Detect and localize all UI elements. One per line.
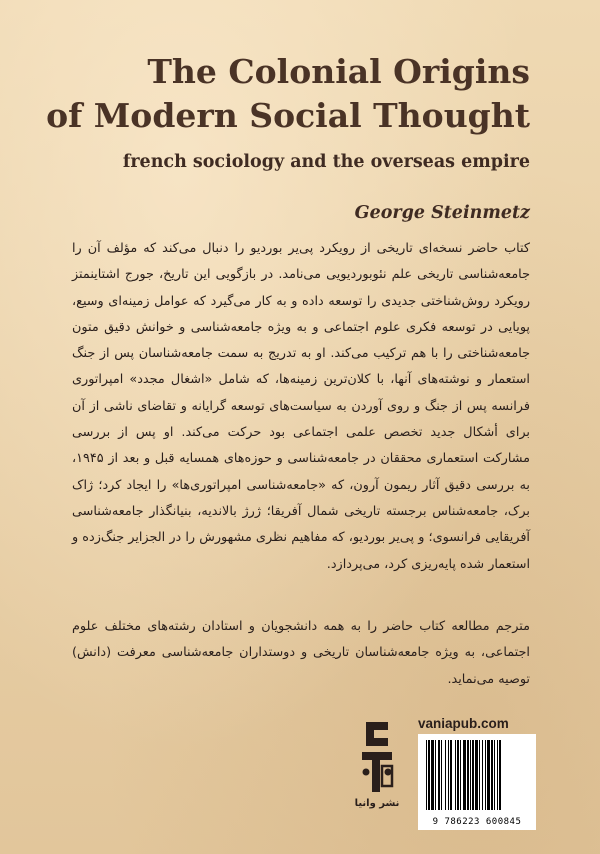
publisher-logo bbox=[352, 716, 402, 816]
barcode-icon bbox=[424, 740, 530, 812]
publisher-website: vaniapub.com bbox=[418, 716, 509, 731]
author-name: George Steinmetz bbox=[354, 203, 530, 223]
isbn-barcode bbox=[418, 734, 536, 830]
blurb-paragraph-1: کتاب حاضر نسخه‌ای تاریخی از رویکرد پی‌یر بوردیو را دنبال می‌کند که مؤلف آن را جامعه‌شناسی تاریخی علم نئوبوردیویی می‌نامد. در بازگویی این تاریخ، جورج اشتاینمتز رویکرد روش‌شناختی جدیدی را توسعه داده و به کار می‌گیرد که عوامل زمینه‌ای وسیع، پویایی در توسعه فکری علوم اجتماعی و به ویژه جامعه‌شناسی و خوانش دقیق متون جامعه‌شناختی را با هم ترکیب می‌کند. او به تدریج به سمت جامعه‌شناسان پس از جنگ استعمار و نوشته‌های آنها، با کلان‌ترین زمینه‌ها، که شامل «اشغال مجدد» امپراتوری فرانسه پس از جنگ و روی آوردن به سیاست‌های توسعه گرایانه و تقاضای ناشی از آن برای أشکال جدید تخصص علمی اجتماعی بود حرکت می‌کند. او پس از بررسی مشارکت استعماری محققان در جامعه‌شناسی و حوزه‌های همسایه قبل و بعد از ۱۹۴۵، به بررسی دقیق آثار ریمون آرون، که «جامعه‌شناسی امپراتوری‌ها» را ایجاد کرد؛ ژاک برک، جامعه‌شناس برجسته تاریخی شمال آفریقا؛ ژرژ بالاندیه، بنیانگذار جامعه‌شناسی آفریقایی فرانسوی؛ و پی‌یر بوردیو، که مفاهیم نظری مشهورش را در الجزایر جنگ‌زده و استعمار شده پایه‌ریزی کرد، می‌پردازد. bbox=[72, 241, 530, 572]
publisher-name: نشر وانیا bbox=[354, 798, 400, 809]
isbn-number: 9 786223 600845 bbox=[432, 817, 522, 827]
publisher-logo-icon bbox=[352, 716, 402, 798]
blurb-paragraph-2: مترجم مطالعه کتاب حاضر را به همه دانشجویان و استادان رشته‌های مختلف علوم اجتماعی، به ویژه جامعه‌شناسان تاریخی و دوستداران جامعه‌شناسی معرفت (دانش) توصیه می‌نماید. bbox=[72, 619, 530, 687]
book-title-line-1: The Colonial Origins bbox=[147, 52, 530, 91]
book-subtitle: french sociology and the overseas empire bbox=[122, 152, 530, 172]
book-title bbox=[46, 50, 530, 138]
book-title-line-2: of Modern Social Thought bbox=[46, 96, 530, 135]
